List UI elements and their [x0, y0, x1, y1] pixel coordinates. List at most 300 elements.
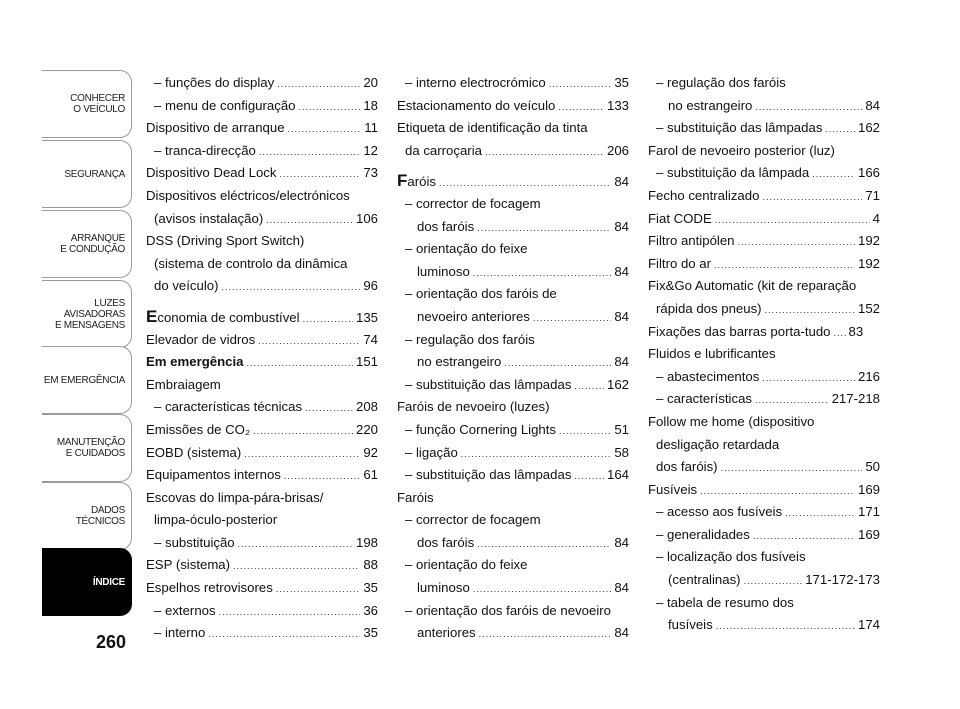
entry-label: [405, 419, 556, 442]
index-entry: [648, 95, 880, 118]
entry-page: 220: [355, 421, 378, 437]
entry-label: [146, 329, 255, 352]
dot-leader: [477, 533, 611, 556]
chapter-tab-5[interactable]: EM EMERGÊNCIA: [42, 346, 132, 414]
index-entry: [648, 614, 880, 637]
entry-label: [648, 230, 735, 253]
dot-leader: [533, 307, 611, 330]
entry-label: [405, 72, 546, 95]
entry-label: [146, 442, 241, 465]
dot-leader: [479, 623, 612, 646]
entry-label: [397, 170, 436, 194]
index-entry: [397, 95, 629, 118]
index-entry: [397, 532, 629, 555]
entry-text: Faróis: [397, 489, 434, 505]
entry-text: – corrector de focagem: [405, 195, 541, 211]
entry-text: (centralinas): [668, 572, 741, 588]
index-entry: [648, 72, 880, 95]
index-entry: [648, 298, 880, 321]
chapter-tab-6[interactable]: MANUTENÇÃO E CUIDADOS: [42, 414, 132, 482]
chapter-tab-2[interactable]: SEGURANÇA: [42, 140, 132, 208]
chapter-tab-8[interactable]: ÍNDICE: [42, 548, 132, 616]
entry-label: [648, 208, 712, 231]
entry-label: [146, 487, 323, 510]
index-entry: [648, 366, 880, 389]
entry-text: Filtro do ar: [648, 255, 712, 271]
entry-text: do veículo): [154, 278, 219, 294]
entry-text: Dispositivos eléctricos/electrónicos: [146, 187, 350, 203]
entry-label: [146, 185, 350, 208]
entry-label: [656, 434, 779, 457]
entry-page: 84: [614, 308, 629, 324]
entry-text: Equipamentos internos: [146, 467, 281, 483]
entry-page: 216: [857, 368, 880, 384]
entry-page: 84: [614, 625, 629, 641]
entry-label: [405, 193, 541, 216]
entry-text: – substituição das lâmpadas: [656, 120, 823, 136]
dot-leader: [233, 555, 360, 578]
entry-label: [146, 554, 230, 577]
index-entry: [648, 185, 880, 208]
index-entry: [146, 275, 378, 298]
dot-leader: [244, 443, 360, 466]
entry-page: 83: [848, 323, 864, 339]
dot-leader: [208, 623, 360, 646]
chapter-tab-7[interactable]: DADOS TÉCNICOS: [42, 482, 132, 550]
entry-page: 73: [363, 165, 378, 181]
dot-leader: [485, 141, 604, 164]
index-entry: [146, 509, 378, 532]
entry-text: dos faróis: [417, 218, 475, 234]
entry-text: fusíveis: [668, 617, 713, 633]
entry-label: [154, 532, 235, 555]
entry-text: Faróis de nevoeiro (luzes): [397, 399, 550, 415]
dot-leader: [259, 141, 360, 164]
entry-page: 162: [857, 120, 880, 136]
entry-page: 11: [364, 120, 378, 136]
entry-text: no estrangeiro: [668, 97, 753, 113]
entry-label: [146, 306, 300, 330]
entry-text: – orientação dos faróis de: [405, 286, 557, 302]
entry-page: 84: [614, 354, 629, 370]
entry-text: Dispositivo de arranque: [146, 120, 285, 136]
index-entry: [648, 140, 880, 163]
index-entry: [648, 546, 880, 569]
entry-text: – menu de configuração: [154, 97, 296, 113]
section-gap: [397, 162, 629, 170]
entry-text: aróis: [407, 174, 436, 190]
entry-text: – externos: [154, 602, 216, 618]
dot-leader: [825, 118, 855, 141]
entry-label: [146, 162, 276, 185]
entry-label: [154, 275, 219, 298]
entry-page: 4: [872, 210, 880, 226]
index-entry: [648, 434, 880, 457]
index-column-3: [648, 72, 880, 637]
entry-label: [648, 185, 759, 208]
dot-leader: [812, 163, 855, 186]
entry-label: [656, 501, 782, 524]
dot-leader: [284, 465, 360, 488]
chapter-tab-3[interactable]: ARRANQUE E CONDUÇÃO: [42, 210, 132, 278]
entry-label: [146, 230, 304, 253]
index-entry: [397, 170, 629, 193]
index-entry: [146, 554, 378, 577]
dot-leader: [303, 308, 353, 331]
index-entry: [146, 577, 378, 600]
entry-label: [656, 72, 786, 95]
entry-label: [154, 622, 205, 645]
entry-text: desligação retardada: [656, 436, 780, 452]
entry-label: [154, 72, 274, 95]
entry-text: – características técnicas: [154, 399, 303, 415]
dot-leader: [279, 163, 360, 186]
entry-text: – generalidades: [656, 526, 750, 542]
index-entry: [146, 117, 378, 140]
dot-leader: [238, 533, 353, 556]
entry-label: [397, 396, 549, 419]
index-entry: [146, 95, 378, 118]
entry-page: 74: [363, 331, 378, 347]
entry-text: Farol de nevoeiro posterior (luz): [648, 142, 835, 158]
entry-text: Em emergência: [146, 354, 244, 370]
entry-text: – substituição das lâmpadas: [405, 467, 572, 483]
entry-page: 20: [363, 75, 378, 90]
index-entry: [648, 388, 880, 411]
entry-label: [405, 329, 535, 352]
dot-leader: [549, 73, 612, 96]
index-entry: [146, 351, 378, 374]
entry-page: 50: [865, 459, 880, 475]
dot-leader: [473, 262, 612, 285]
entry-page: 35: [614, 75, 629, 90]
entry-page: 192: [857, 233, 880, 249]
entry-label: [397, 95, 555, 118]
entry-label: [656, 524, 750, 547]
entry-text: Fiat CODE: [648, 210, 712, 226]
entry-page: 169: [857, 481, 880, 497]
entry-text: – localização dos fusíveis: [656, 549, 806, 565]
entry-text: Escovas do limpa-pára-brisas/: [146, 489, 324, 505]
index-entry: [146, 230, 378, 253]
entry-label: [656, 592, 794, 615]
entry-text: – orientação dos faróis de nevoeiro: [405, 602, 612, 618]
entry-label: [417, 306, 530, 329]
entry-text: dos faróis: [417, 534, 475, 550]
entry-label: [154, 253, 348, 276]
entry-text: Elevador de vidros: [146, 331, 256, 347]
entry-label: [648, 321, 831, 344]
entry-label: [656, 546, 806, 569]
index-entry: [648, 411, 880, 434]
dot-leader: [253, 420, 353, 443]
index-entry: [397, 261, 629, 284]
index-entry: [397, 72, 629, 95]
index-entry: [397, 600, 629, 623]
entry-label: [405, 600, 611, 623]
index-entry: [146, 306, 378, 329]
entry-label: [656, 162, 809, 185]
entry-page: 133: [606, 97, 629, 113]
entry-text: – substituição da lâmpada: [656, 165, 810, 181]
index-entry: [397, 329, 629, 352]
dot-leader: [504, 352, 611, 375]
index-entry: [397, 306, 629, 329]
index-entry: [397, 554, 629, 577]
entry-page: 217-218: [831, 391, 880, 407]
index-entry: [648, 501, 880, 524]
entry-label: [417, 351, 501, 374]
entry-page: 12: [363, 142, 378, 158]
entry-text: – interno electrocrómico: [405, 75, 546, 90]
entry-label: [154, 95, 296, 118]
index-entry: [146, 487, 378, 510]
dot-leader: [744, 570, 803, 593]
entry-text: Fluidos e lubrificantes: [648, 346, 776, 362]
index-entry: [146, 464, 378, 487]
entry-text: Fix&Go Automatic (kit de reparação: [648, 278, 857, 294]
index-entry: [397, 216, 629, 239]
index-entry: [648, 230, 880, 253]
dot-leader: [574, 465, 604, 488]
index-entry: [648, 456, 880, 479]
section-gap: [146, 298, 378, 306]
index-entry: [397, 487, 629, 510]
entry-page: 174: [857, 617, 880, 633]
dot-leader: [574, 375, 604, 398]
entry-label: [648, 411, 814, 434]
dot-leader: [700, 480, 855, 503]
chapter-tab-1[interactable]: CONHECER O VEÍCULO: [42, 70, 132, 138]
dot-leader: [721, 457, 863, 480]
index-column-2: [397, 72, 629, 645]
entry-label: [417, 577, 470, 600]
entry-label: [146, 419, 250, 442]
entry-text: no estrangeiro: [417, 354, 502, 370]
entry-label: [405, 283, 557, 306]
entry-label: [146, 351, 244, 374]
entry-text: Fixações das barras porta-tudo: [648, 323, 831, 339]
index-entry: [397, 351, 629, 374]
entry-label: [656, 117, 822, 140]
entry-page: 84: [614, 263, 629, 279]
dot-leader: [299, 96, 361, 119]
entry-text: (avisos instalação): [154, 210, 264, 226]
dot-leader: [222, 276, 361, 299]
dot-leader: [276, 578, 361, 601]
section-initial: F: [397, 171, 408, 191]
index-entry: [648, 162, 880, 185]
dot-leader: [258, 330, 360, 353]
index-entry: [648, 321, 880, 344]
dot-leader: [305, 397, 353, 420]
index-entry: [146, 374, 378, 397]
index-entry: [648, 479, 880, 502]
entry-label: [648, 479, 697, 502]
entry-label: [154, 208, 263, 231]
index-entry: [146, 72, 378, 95]
entry-text: Follow me home (dispositivo: [648, 413, 815, 429]
entry-page: 166: [857, 165, 880, 181]
dot-leader: [477, 217, 611, 240]
index-entry: [397, 464, 629, 487]
dot-leader: [288, 118, 362, 141]
dot-leader: [461, 443, 612, 466]
entry-page: 84: [614, 174, 629, 190]
entry-page: 88: [363, 557, 378, 573]
entry-text: – orientação do feixe: [405, 557, 528, 573]
dot-leader: [714, 254, 855, 277]
index-entry: [146, 185, 378, 208]
index-entry: [146, 622, 378, 645]
entry-label: [154, 600, 216, 623]
entry-label: [405, 140, 482, 163]
entry-label: [405, 464, 571, 487]
entry-label: [146, 464, 281, 487]
chapter-tab-4[interactable]: LUZES AVISADORAS E MENSAGENS: [42, 280, 132, 348]
entry-page: 71: [865, 187, 880, 203]
entry-page: 51: [614, 421, 629, 437]
dot-leader: [762, 186, 862, 209]
entry-text: Emissões de CO₂: [146, 421, 251, 437]
entry-label: [656, 298, 762, 321]
entry-page: 171: [857, 504, 880, 520]
index-entry: [648, 343, 880, 366]
entry-label: [405, 374, 571, 397]
entry-text: – tranca-direcção: [154, 142, 256, 158]
index-entry: [397, 374, 629, 397]
entry-label: [648, 253, 711, 276]
entry-text: luminoso: [417, 263, 470, 279]
entry-text: – substituição: [154, 534, 235, 550]
entry-text: conomia de combustível: [157, 309, 300, 325]
index-entry: [648, 592, 880, 615]
index-entry: [397, 193, 629, 216]
entry-label: [417, 261, 470, 284]
entry-page: 208: [355, 399, 378, 415]
entry-page: 206: [606, 142, 629, 158]
entry-page: 164: [606, 467, 629, 483]
dot-leader: [247, 352, 353, 375]
index-entry: [146, 396, 378, 419]
index-entry: [397, 283, 629, 306]
entry-label: [154, 509, 277, 532]
entry-label: [146, 374, 221, 397]
index-entry: [397, 238, 629, 261]
entry-text: limpa-óculo-posterior: [154, 512, 278, 528]
entry-label: [397, 117, 588, 140]
entry-label: [146, 117, 285, 140]
index-entry: [146, 253, 378, 276]
index-entry: [397, 509, 629, 532]
entry-text: da carroçaria: [405, 142, 482, 158]
index-entry: [648, 569, 880, 592]
index-entry: [146, 442, 378, 465]
index-entry: [146, 329, 378, 352]
index-entry: [146, 162, 378, 185]
dot-leader: [439, 172, 611, 195]
entry-page: 58: [614, 444, 629, 460]
entry-label: [648, 343, 776, 366]
entry-text: – corrector de focagem: [405, 512, 541, 528]
dot-leader: [219, 601, 361, 624]
dot-leader: [762, 367, 855, 390]
index-entry: [648, 117, 880, 140]
entry-label: [154, 140, 256, 163]
dot-leader: [559, 420, 611, 443]
entry-text: anteriores: [417, 625, 476, 641]
entry-label: [417, 216, 474, 239]
entry-label: [668, 569, 741, 592]
dot-leader: [834, 322, 846, 345]
entry-page: 162: [606, 376, 629, 392]
entry-page: 106: [355, 210, 378, 226]
entry-text: – acesso aos fusíveis: [656, 504, 783, 520]
index-entry: [146, 140, 378, 163]
entry-label: [405, 238, 527, 261]
dot-leader: [715, 209, 870, 232]
dot-leader: [755, 389, 829, 412]
entry-text: rápida dos pneus): [656, 300, 762, 316]
entry-page: 96: [363, 278, 378, 294]
dot-leader: [558, 96, 604, 119]
entry-page: 135: [355, 309, 378, 325]
entry-text: Dispositivo Dead Lock: [146, 165, 277, 181]
entry-text: luminoso: [417, 580, 470, 596]
entry-page: 36: [363, 602, 378, 618]
dot-leader: [473, 578, 612, 601]
index-entry: [397, 419, 629, 442]
dot-leader: [753, 525, 855, 548]
entry-text: Estacionamento do veículo: [397, 97, 556, 113]
index-column-1: [146, 72, 378, 645]
entry-page: 152: [857, 300, 880, 316]
entry-text: ESP (sistema): [146, 557, 231, 573]
dot-leader: [266, 209, 353, 232]
entry-page: 192: [857, 255, 880, 271]
entry-page: 18: [363, 97, 378, 113]
dot-leader: [755, 96, 862, 119]
entry-page: 61: [363, 467, 378, 483]
entry-page: 35: [363, 580, 378, 596]
index-entry: [648, 208, 880, 231]
index-entry: [648, 275, 880, 298]
entry-text: – características: [656, 391, 753, 407]
entry-label: [648, 275, 856, 298]
entry-text: – funções do display: [154, 75, 275, 90]
entry-text: Espelhos retrovisores: [146, 580, 273, 596]
dot-leader: [765, 299, 855, 322]
entry-page: 198: [355, 534, 378, 550]
index-entry: [397, 140, 629, 163]
entry-page: 92: [363, 444, 378, 460]
entry-text: – regulação dos faróis: [405, 331, 535, 347]
entry-text: Etiqueta de identificação da tinta: [397, 120, 588, 136]
entry-page: 151: [355, 354, 378, 370]
entry-label: [668, 95, 752, 118]
entry-page: 84: [614, 534, 629, 550]
dot-leader: [738, 231, 855, 254]
entry-text: – tabela de resumo dos: [656, 594, 794, 610]
index-entry: [146, 208, 378, 231]
index-entry: [397, 442, 629, 465]
entry-label: [154, 396, 302, 419]
entry-text: – substituição das lâmpadas: [405, 376, 572, 392]
entry-label: [405, 554, 527, 577]
index-entry: [397, 117, 629, 140]
entry-label: [656, 388, 752, 411]
entry-label: [146, 577, 273, 600]
